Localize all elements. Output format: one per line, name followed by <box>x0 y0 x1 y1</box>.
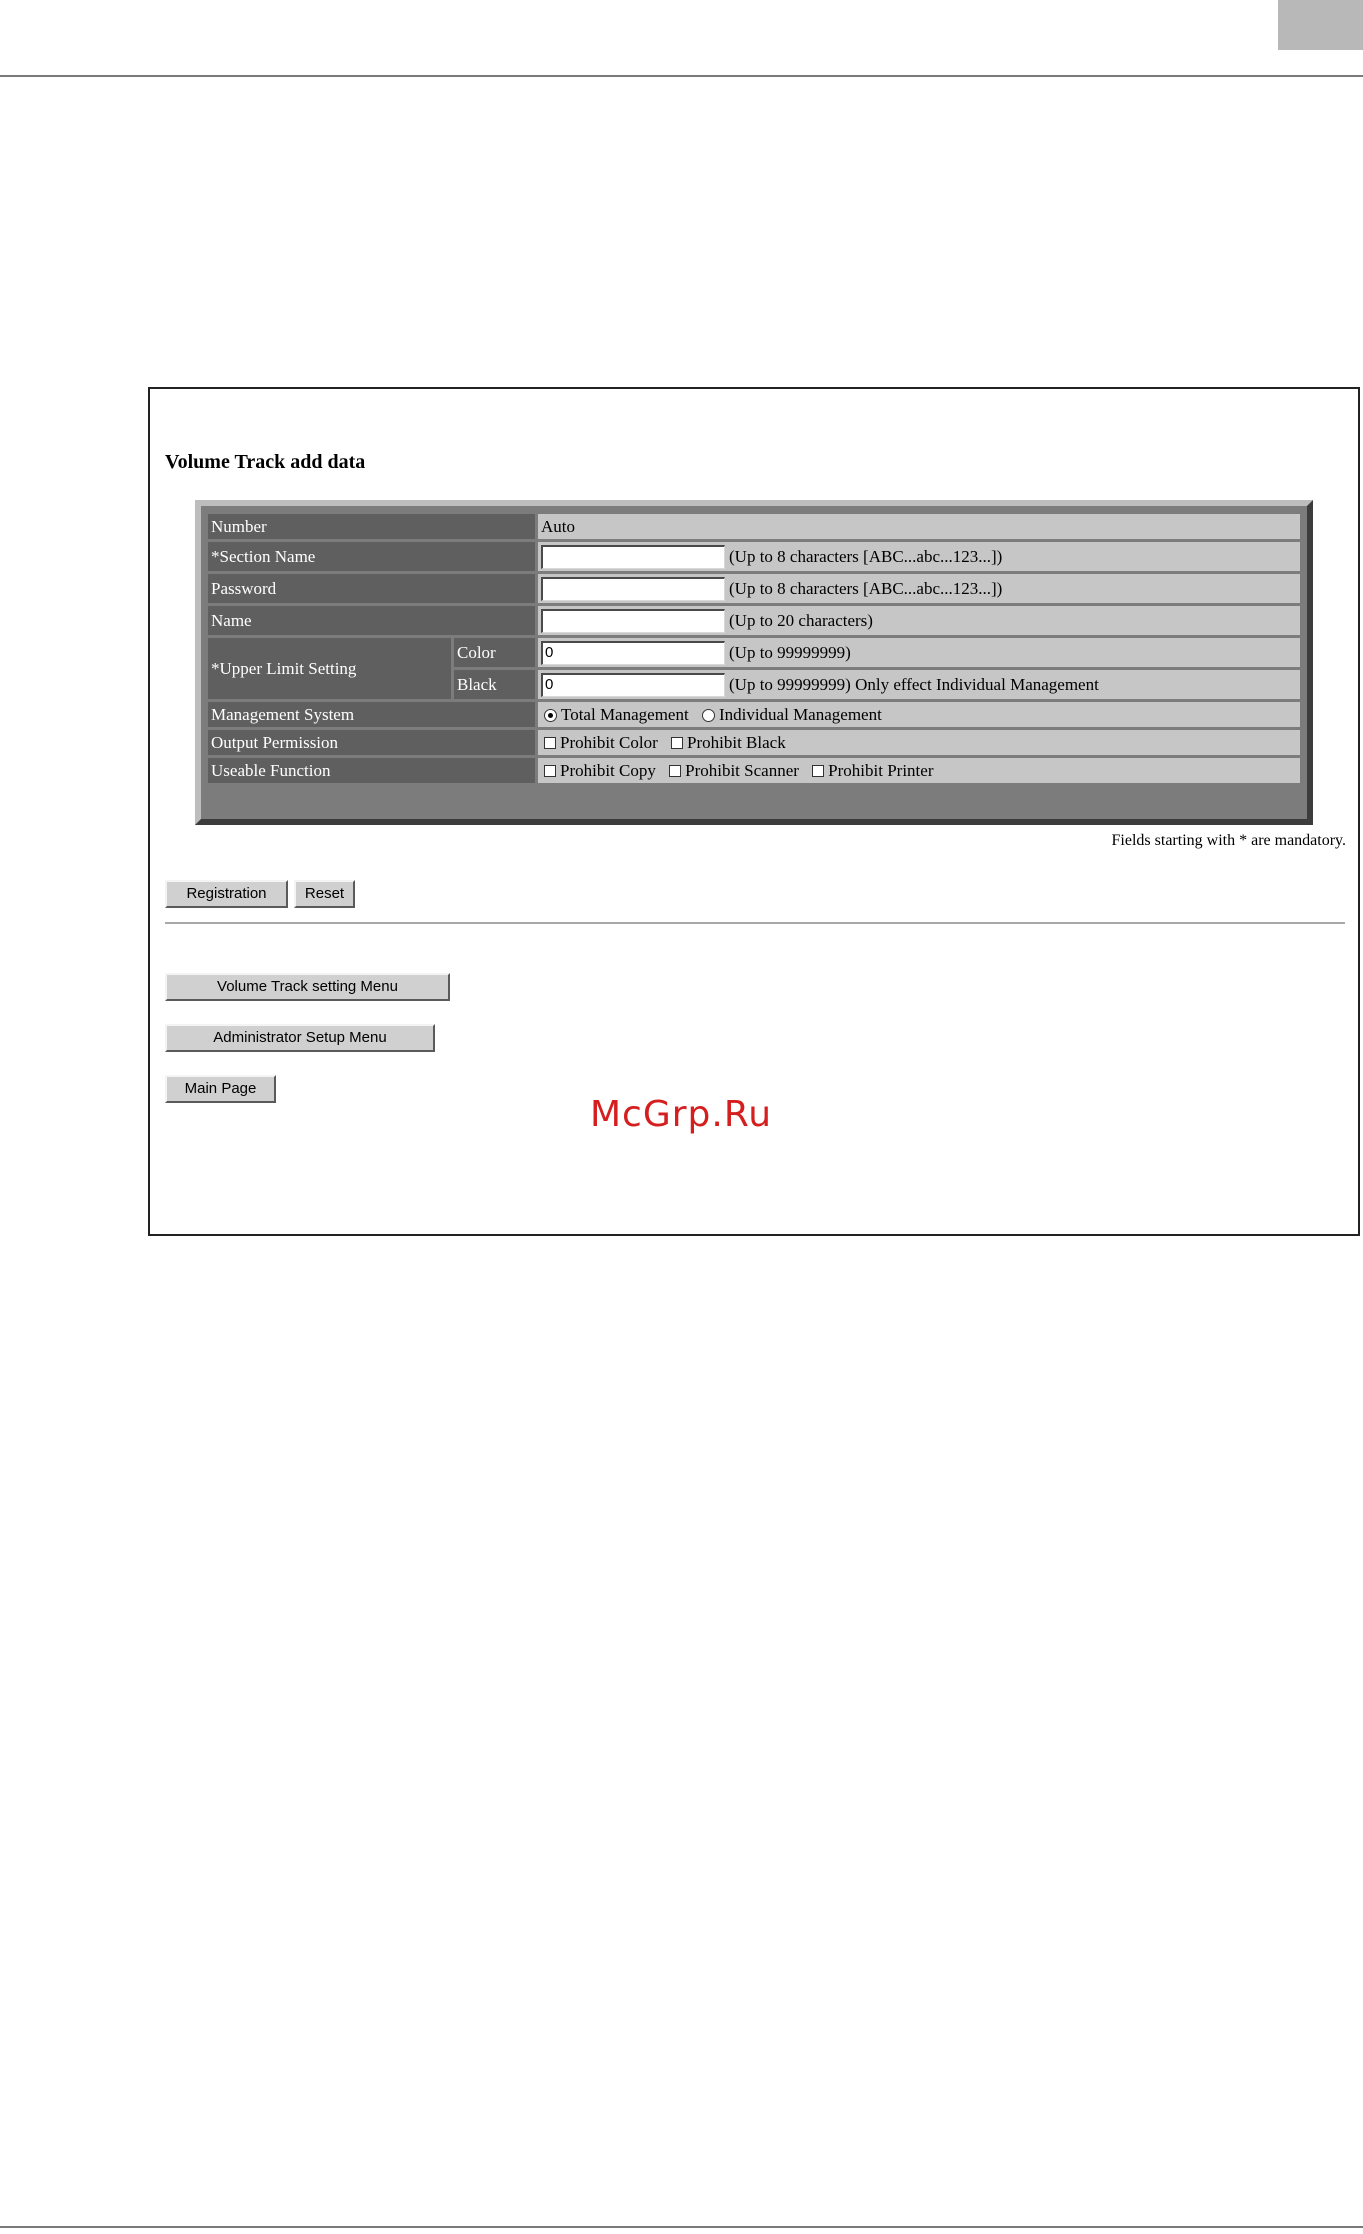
prohibit-black-label: Prohibit Black <box>687 733 786 753</box>
page-title: Volume Track add data <box>165 451 366 473</box>
black-limit-input[interactable]: 0 <box>541 673 725 697</box>
section-name-cell <box>538 542 1300 571</box>
black-limit-cell <box>538 670 1300 699</box>
label-management-system: Management System <box>208 702 535 727</box>
section-name-hint: (Up to 8 characters [ABC...abc...123...]) <box>729 546 1003 566</box>
label-useable-function: Useable Function <box>208 758 535 783</box>
color-limit-input[interactable]: 0 <box>541 641 725 665</box>
reset-button[interactable]: Reset <box>294 880 355 908</box>
password-hint: (Up to 8 characters [ABC...abc...123...]) <box>729 578 1003 598</box>
individual-management-radio[interactable] <box>702 709 715 722</box>
row-section-name <box>208 542 1300 571</box>
row-output-permission <box>208 730 1300 755</box>
name-cell <box>538 606 1300 635</box>
top-rule <box>0 75 1363 77</box>
color-limit-hint: (Up to 99999999) <box>729 642 851 662</box>
volume-track-menu-button[interactable]: Volume Track setting Menu <box>165 973 450 1001</box>
admin-setup-menu-button[interactable]: Administrator Setup Menu <box>165 1024 435 1052</box>
prohibit-printer-checkbox[interactable] <box>812 765 824 777</box>
registration-button[interactable]: Registration <box>165 880 288 908</box>
number-value: Auto <box>538 514 1300 539</box>
name-input[interactable] <box>541 609 725 633</box>
main-page-button[interactable]: Main Page <box>165 1075 276 1103</box>
prohibit-scanner-label: Prohibit Scanner <box>685 761 799 781</box>
row-password <box>208 574 1300 603</box>
total-management-radio[interactable] <box>544 709 557 722</box>
password-cell <box>538 574 1300 603</box>
total-management-label: Total Management <box>561 705 689 725</box>
label-number: Number <box>208 514 535 539</box>
useable-function-cell <box>538 758 1300 783</box>
row-name <box>208 606 1300 635</box>
form-table <box>205 511 1303 786</box>
row-number <box>208 514 1300 539</box>
label-output-permission: Output Permission <box>208 730 535 755</box>
black-limit-hint: (Up to 99999999) Only effect Individual Management <box>729 674 1099 694</box>
label-name: Name <box>208 606 535 635</box>
prohibit-copy-checkbox[interactable] <box>544 765 556 777</box>
individual-management-label: Individual Management <box>718 705 882 725</box>
output-permission-cell <box>538 730 1300 755</box>
label-color: Color <box>454 638 535 667</box>
label-section-name: *Section Name <box>208 542 535 571</box>
row-upper-limit-color <box>208 638 1300 667</box>
color-limit-cell <box>538 638 1300 667</box>
prohibit-color-checkbox[interactable] <box>544 737 556 749</box>
divider <box>165 922 1345 924</box>
label-black: Black <box>454 670 535 699</box>
management-system-cell <box>538 702 1300 727</box>
section-name-input[interactable] <box>541 545 725 569</box>
prohibit-black-checkbox[interactable] <box>671 737 683 749</box>
label-password: Password <box>208 574 535 603</box>
watermark-text: McGrp.Ru <box>590 1094 773 1135</box>
password-input[interactable] <box>541 577 725 601</box>
row-useable-function <box>208 758 1300 783</box>
bottom-rule <box>0 2226 1363 2228</box>
screenshot-frame <box>148 387 1360 1236</box>
prohibit-printer-label: Prohibit Printer <box>828 761 934 781</box>
page-tab-marker <box>1278 0 1363 50</box>
mandatory-note: Fields starting with * are mandatory. <box>1111 832 1346 849</box>
row-management-system <box>208 702 1300 727</box>
label-upper-limit: *Upper Limit Setting <box>208 638 451 699</box>
form-panel <box>195 500 1313 825</box>
prohibit-scanner-checkbox[interactable] <box>669 765 681 777</box>
prohibit-color-label: Prohibit Color <box>560 733 658 753</box>
name-hint: (Up to 20 characters) <box>729 610 873 630</box>
prohibit-copy-label: Prohibit Copy <box>560 761 656 781</box>
